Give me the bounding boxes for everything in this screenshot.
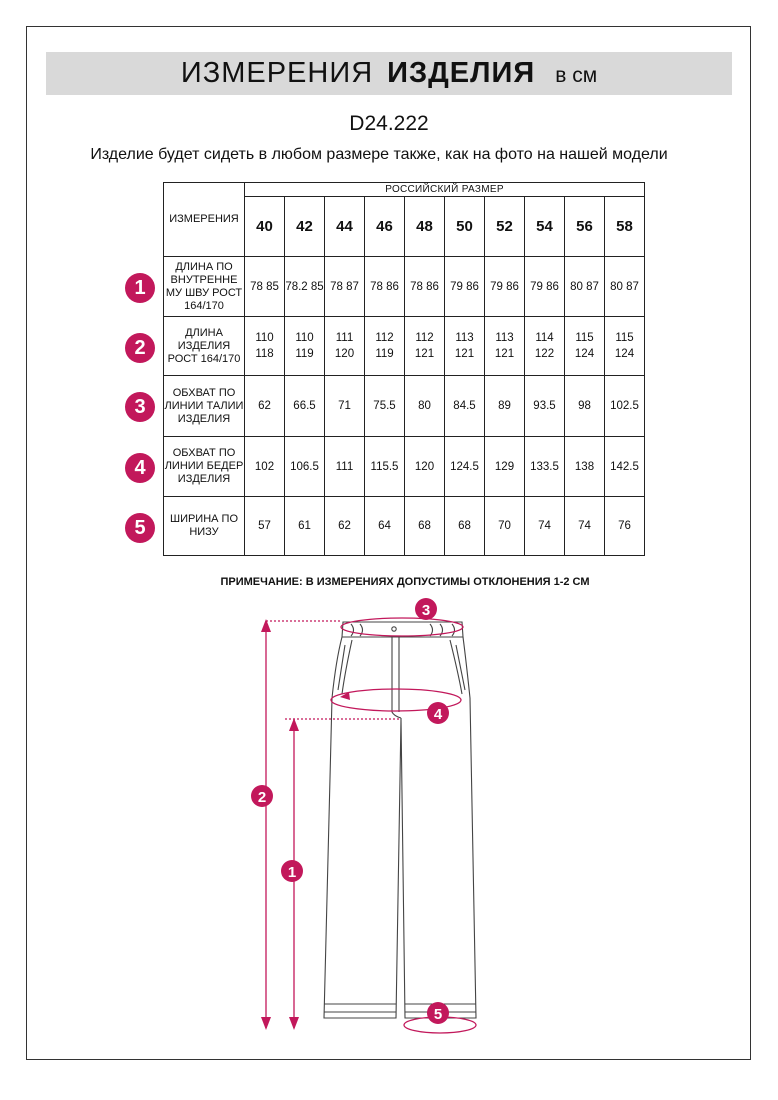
- table-cell: 110 119: [285, 317, 325, 376]
- table-cell: 75.5: [365, 376, 405, 437]
- marker-4-label: 4: [433, 706, 443, 723]
- table-cell: 74: [525, 497, 565, 556]
- table-cell: 102: [245, 437, 285, 497]
- table-cell: 61: [285, 497, 325, 556]
- fit-note: Изделие будет сидеть в любом размере также, как на фото на нашей модели: [90, 146, 668, 163]
- table-cell: 102.5: [605, 376, 645, 437]
- corner-label: ИЗМЕРЕНИЯ: [164, 183, 245, 257]
- table-cell: 79 86: [525, 257, 565, 317]
- size-header: 48: [405, 197, 445, 257]
- size-header: 44: [325, 197, 365, 257]
- table-cell: 80: [405, 376, 445, 437]
- row-label: ОБХВАТ ПО ЛИНИИ БЕДЕР ИЗДЕЛИЯ: [164, 437, 245, 497]
- table-cell: 68: [445, 497, 485, 556]
- table-cell: 76: [605, 497, 645, 556]
- table-cell: 138: [565, 437, 605, 497]
- table-row: [164, 437, 645, 497]
- article-number: D24.222: [349, 112, 429, 135]
- marker-3-label: 3: [421, 602, 431, 619]
- table-cell: 112 119: [365, 317, 405, 376]
- table-cell: 106.5: [285, 437, 325, 497]
- row-label: ШИРИНА ПО НИЗУ: [164, 497, 245, 556]
- table-cell: 71: [325, 376, 365, 437]
- row-badge-1: 1: [125, 273, 155, 303]
- table-cell: 84.5: [445, 376, 485, 437]
- table-cell: 79 86: [485, 257, 525, 317]
- table-cell: 120: [405, 437, 445, 497]
- table-cell: 98: [565, 376, 605, 437]
- table-row: [164, 497, 645, 556]
- table-cell: 74: [565, 497, 605, 556]
- table-cell: 115 124: [565, 317, 605, 376]
- size-header: 54: [525, 197, 565, 257]
- table-row: [164, 257, 645, 317]
- table-cell: 89: [485, 376, 525, 437]
- table-cell: 114 122: [525, 317, 565, 376]
- table-cell: 80 87: [605, 257, 645, 317]
- header-title-part2: ИЗДЕЛИЯ: [387, 57, 536, 89]
- table-cell: 62: [325, 497, 365, 556]
- table-cell: 78.2 85: [285, 257, 325, 317]
- table-cell: 64: [365, 497, 405, 556]
- marker-2-label: 2: [257, 789, 267, 806]
- table-cell: 78 85: [245, 257, 285, 317]
- table-cell: 80 87: [565, 257, 605, 317]
- row-badge-2: 2: [125, 333, 155, 363]
- row-label: ОБХВАТ ПО ЛИНИИ ТАЛИИ ИЗДЕЛИЯ: [164, 376, 245, 437]
- table-cell: 124.5: [445, 437, 485, 497]
- tolerance-note: ПРИМЕЧАНИЕ: В ИЗМЕРЕНИЯХ ДОПУСТИМЫ ОТКЛОНЕНИЯ 1-2 СМ: [220, 576, 590, 588]
- table-cell: 115.5: [365, 437, 405, 497]
- trousers-outline: [324, 622, 476, 1018]
- header-unit: в см: [555, 64, 598, 87]
- arrowheads: [261, 619, 350, 1030]
- size-header: 58: [605, 197, 645, 257]
- table-cell: 133.5: [525, 437, 565, 497]
- table-row: [164, 376, 645, 437]
- table-cell: 111 120: [325, 317, 365, 376]
- row-label: ДЛИНА ПО ВНУТРЕННЕ МУ ШВУ РОСТ 164/170: [164, 257, 245, 317]
- header-title-part1: ИЗМЕРЕНИЯ: [180, 57, 374, 89]
- table-cell: 112 121: [405, 317, 445, 376]
- table-cell: 110 118: [245, 317, 285, 376]
- table-cell: 93.5: [525, 376, 565, 437]
- page-header: [46, 52, 732, 95]
- size-header: 42: [285, 197, 325, 257]
- size-group-header: РОССИЙСКИЙ РАЗМЕР: [245, 183, 645, 197]
- table-cell: 62: [245, 376, 285, 437]
- table-cell: 79 86: [445, 257, 485, 317]
- table-cell: 129: [485, 437, 525, 497]
- size-table: [163, 182, 645, 556]
- row-badge-4: 4: [125, 453, 155, 483]
- marker-5-label: 5: [433, 1006, 443, 1023]
- size-header: 56: [565, 197, 605, 257]
- table-cell: 78 86: [405, 257, 445, 317]
- size-header: 50: [445, 197, 485, 257]
- table-cell: 68: [405, 497, 445, 556]
- size-header: 40: [245, 197, 285, 257]
- table-cell: 78 86: [365, 257, 405, 317]
- row-badge-5: 5: [125, 513, 155, 543]
- row-label: ДЛИНА ИЗДЕЛИЯ РОСТ 164/170: [164, 317, 245, 376]
- table-cell: 70: [485, 497, 525, 556]
- table-cell: 57: [245, 497, 285, 556]
- table-cell: 78 87: [325, 257, 365, 317]
- size-header: 46: [365, 197, 405, 257]
- table-cell: 111: [325, 437, 365, 497]
- table-cell: 113 121: [485, 317, 525, 376]
- table-cell: 142.5: [605, 437, 645, 497]
- table-row: [164, 317, 645, 376]
- table-cell: 115 124: [605, 317, 645, 376]
- table-cell: 66.5: [285, 376, 325, 437]
- trousers-sketch: [0, 596, 778, 1056]
- table-cell: 113 121: [445, 317, 485, 376]
- size-header: 52: [485, 197, 525, 257]
- measurement-lines: [266, 618, 476, 1033]
- marker-1-label: 1: [287, 864, 297, 881]
- row-badge-3: 3: [125, 392, 155, 422]
